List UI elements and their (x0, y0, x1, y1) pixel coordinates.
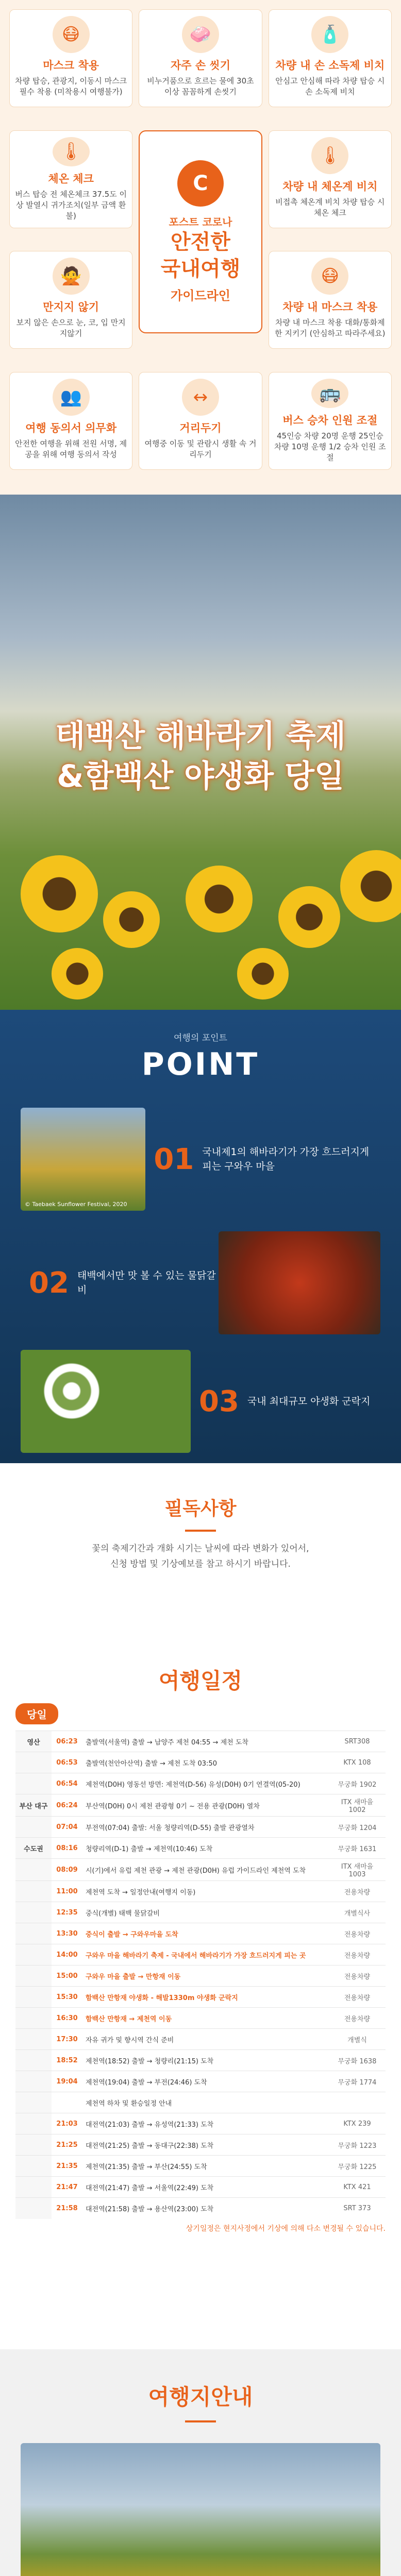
itinerary-vehicle: 무궁화 1225 (329, 2156, 386, 2177)
sunflower-image (21, 855, 98, 933)
itinerary-place (15, 2198, 52, 2219)
gallery-section (0, 2349, 401, 2576)
guideline-line1: 포스트 코로나 (169, 215, 232, 228)
wildflower-photo (21, 1350, 191, 1453)
itinerary-vehicle: ITX 새마을 1002 (329, 1794, 386, 1817)
itinerary-time: 13:30 (52, 1923, 82, 1944)
point-item-1 (21, 1108, 380, 1211)
itinerary-time: 17:30 (52, 2029, 82, 2050)
itinerary-desc: 부전역(07:04) 출발: 서울 청량리역(D-55) 출발 관광열차 (82, 1817, 329, 1838)
itinerary-place (15, 2008, 52, 2029)
itinerary-vehicle: 전용차량 (329, 1923, 386, 1944)
safety-desc: 비누거품으로 흐르는 물에 30초이상 꼼꼼하게 손씻기 (147, 76, 254, 96)
notice-title: 필독사항 (164, 1498, 237, 1519)
divider (185, 1530, 216, 1532)
notice-desc: 신청 방법 및 기상예보를 참고 하시기 바랍니다. (110, 1559, 291, 1569)
guideline-line2a: 안전한 (171, 230, 230, 254)
corona-badge-icon: C (177, 160, 224, 207)
safety-desc: 45인승 차량 20명 운행 25인승 차량 10명 운행 1/2 승차 인원 조절 (274, 431, 386, 462)
itinerary-desc: 부산역(D0H) 0시 제천 관광형 0기 ~ 전용 관광(D0H) 열차 (82, 1794, 329, 1817)
itinerary-place (15, 1817, 52, 1838)
itinerary-desc: 자유 귀가 및 향시역 간식 준비 (82, 2029, 329, 2050)
point-number: 01 (154, 1142, 194, 1176)
point-item-2 (21, 1231, 380, 1334)
sanitizer-icon: 🧴 (311, 16, 348, 53)
itinerary-desc: 대전역(21:03) 출발 → 유성역(21:33) 도착 (82, 2113, 329, 2134)
itinerary-vehicle: 전용차량 (329, 1944, 386, 1965)
itinerary-time: 21:35 (52, 2156, 82, 2177)
safety-title: 체온 체크 (48, 172, 94, 185)
itinerary-time: 08:09 (52, 1859, 82, 1881)
mask-icon: 😷 (311, 258, 348, 295)
itinerary-desc: 제천역(18:52) 출발 → 청량리(21:15) 도착 (82, 2050, 329, 2071)
itinerary-time: 21:47 (52, 2177, 82, 2198)
safety-no-touch (9, 251, 132, 349)
safety-desc: 보지 않은 손으로 눈, 코, 입 만지지않기 (16, 318, 126, 338)
itinerary-time: 06:53 (52, 1752, 82, 1773)
itinerary-vehicle: KTX 421 (329, 2177, 386, 2198)
hero-banner (0, 495, 401, 1010)
itinerary-place (15, 2050, 52, 2071)
itinerary-vehicle: 무궁화 1774 (329, 2071, 386, 2092)
itinerary-time: 06:24 (52, 1794, 82, 1817)
itinerary-vehicle: SRT 373 (329, 2198, 386, 2219)
photo-watermark: © Taebaek Sunflower Festival, 2020 (25, 1201, 127, 1208)
itinerary-row (15, 1752, 386, 1773)
itinerary-vehicle: 전용차량 (329, 1881, 386, 1902)
itinerary-desc: 중식(개별) 태백 물닭갈비 (82, 1902, 329, 1923)
itinerary-vehicle: 무궁화 1902 (329, 1773, 386, 1794)
safety-title: 만지지 않기 (43, 301, 99, 313)
itinerary-row (15, 2177, 386, 2198)
itinerary-row (15, 2029, 386, 2050)
guideline-line3: 가이드라인 (171, 288, 230, 303)
safety-mask (9, 9, 132, 107)
group-icon: 👥 (53, 379, 90, 416)
guideline-line2b: 국내여행 (160, 257, 241, 281)
itinerary-place (15, 2092, 52, 2113)
itinerary-place (15, 1859, 52, 1881)
distance-icon: ↔ (182, 379, 219, 416)
guideline-card (139, 130, 262, 333)
itinerary-row (15, 2092, 386, 2113)
itinerary-time: 21:58 (52, 2198, 82, 2219)
safety-desc: 여행중 이동 및 관람시 생활 속 거리두기 (144, 438, 257, 459)
itinerary-desc: 구와우 마을 해바라기 축제 - 국내에서 해바라기가 가장 흐드러지게 피는 곳 (82, 1944, 329, 1965)
itinerary-place (15, 1752, 52, 1773)
itinerary-row (15, 1838, 386, 1859)
itinerary-desc: 제천역 도착 → 일정안내(여행지 이동) (82, 1881, 329, 1902)
safety-desc: 안심고 안심해 따라 차량 탑승 시 손 소독제 비치 (275, 76, 385, 96)
itinerary-place (15, 2177, 52, 2198)
itinerary-time: 14:00 (52, 1944, 82, 1965)
point-number: 03 (199, 1384, 239, 1418)
point-desc: 국내제1의 해바라기가 가장 흐드러지게 피는 구와우 마을 (202, 1146, 370, 1172)
itinerary-desc: 출발역(천안아산역) 출발 → 제천 도착 03:50 (82, 1752, 329, 1773)
itinerary-time (52, 2092, 82, 2113)
itinerary-row (15, 1859, 386, 1881)
itinerary-vehicle: 개별식사 (329, 1902, 386, 1923)
safety-title: 여행 동의서 의무화 (25, 421, 117, 434)
itinerary-vehicle: KTX 108 (329, 1752, 386, 1773)
sunflower-image (340, 850, 401, 922)
itinerary-vehicle: 전용차량 (329, 1987, 386, 2008)
itinerary-vehicle: 무궁화 1638 (329, 2050, 386, 2071)
bus-icon: 🚌 (311, 379, 348, 408)
itinerary-row (15, 2156, 386, 2177)
itinerary-place: 부산 대구 (15, 1794, 52, 1817)
itinerary-vehicle: ITX 새마을 1003 (329, 1859, 386, 1881)
itinerary-row (15, 1881, 386, 1902)
divider (185, 2420, 216, 2422)
itinerary-row (15, 2008, 386, 2029)
itinerary-note: 상기일정은 현지사정에서 기상에 의해 다소 변경될 수 있습니다. (186, 2224, 386, 2233)
itinerary-title: 여행일정 (158, 1668, 243, 1693)
itinerary-time: 08:16 (52, 1838, 82, 1859)
sunflower-image (186, 866, 253, 933)
itinerary-time: 19:04 (52, 2071, 82, 2092)
safety-title: 버스 승차 인원 조절 (282, 414, 378, 427)
itinerary-place (15, 1773, 52, 1794)
itinerary-place: 수도권 (15, 1838, 52, 1859)
itinerary-place (15, 1902, 52, 1923)
itinerary-desc: 대전역(21:47) 출발 → 서울역(22:49) 도착 (82, 2177, 329, 2198)
itinerary-desc: 제천역(D0H) 영동선 방면: 제천역(D-56) 유성(D0H) 0기 연결역(05-20) (82, 1773, 329, 1794)
itinerary-vehicle (329, 2092, 386, 2113)
dakgalbi-photo (219, 1231, 380, 1334)
safety-temp-check (9, 130, 132, 228)
point-number: 02 (29, 1266, 69, 1300)
itinerary-section (0, 1659, 401, 2349)
itinerary-row (15, 1965, 386, 1987)
itinerary-row (15, 1817, 386, 1838)
itinerary-place (15, 2156, 52, 2177)
safety-thermometer (269, 130, 392, 228)
point-subtitle: 여행의 포인트 (174, 1033, 227, 1043)
itinerary-table (15, 1731, 386, 2219)
itinerary-place (15, 2071, 52, 2092)
itinerary-time: 07:04 (52, 1817, 82, 1838)
itinerary-desc: 함백산 만항재 → 제천역 이동 (82, 2008, 329, 2029)
itinerary-vehicle: 전용차량 (329, 2008, 386, 2029)
itinerary-row (15, 1731, 386, 1752)
itinerary-row (15, 2198, 386, 2219)
safety-desc: 버스 탑승 전 체온체크 37.5도 이상 발열시 귀가조치(일부 금액 환불) (15, 189, 127, 221)
sunflower-image (278, 886, 340, 948)
safety-desc: 차량 탑승, 관광지, 이동시 마스크 필수 착용 (미착용시 여행불가) (15, 76, 127, 96)
itinerary-time: 06:23 (52, 1731, 82, 1752)
hero-title-line2: &함백산 야생화 당일 (57, 758, 344, 794)
itinerary-time: 18:52 (52, 2050, 82, 2071)
itinerary-time: 21:25 (52, 2134, 82, 2156)
itinerary-time: 15:00 (52, 1965, 82, 1987)
safety-title: 거리두기 (179, 421, 222, 434)
safety-handwash (139, 9, 262, 107)
itinerary-row (15, 1944, 386, 1965)
face-icon: 🙅 (53, 258, 90, 295)
itinerary-desc: 제천역(21:35) 출발 → 부산(24:55) 도착 (82, 2156, 329, 2177)
itinerary-row (15, 2134, 386, 2156)
itinerary-time: 21:03 (52, 2113, 82, 2134)
itinerary-place: 영산 (15, 1731, 52, 1752)
itinerary-vehicle: 무궁화 1223 (329, 2134, 386, 2156)
safety-title: 자주 손 씻기 (170, 59, 231, 72)
handwash-icon: 🧼 (182, 16, 219, 53)
itinerary-place (15, 1944, 52, 1965)
itinerary-desc: 구와우 마을 출발 → 만항재 이동 (82, 1965, 329, 1987)
itinerary-row (15, 2050, 386, 2071)
itinerary-vehicle: 무궁화 1204 (329, 1817, 386, 1838)
day-badge: 당일 (15, 1703, 58, 1724)
thermometer-icon: 🌡 (53, 137, 90, 166)
safety-vehicle-mask (269, 251, 392, 349)
safety-desc: 안전한 여행을 위해 전원 서명, 제공을 위해 여행 동의서 작성 (15, 438, 127, 459)
itinerary-vehicle: KTX 239 (329, 2113, 386, 2134)
point-desc: 태백에서만 맛 볼 수 있는 물닭갈비 (77, 1270, 216, 1296)
notice-section (0, 1463, 401, 1659)
safety-title: 차량 내 체온계 비치 (282, 180, 378, 193)
safety-guide (0, 0, 401, 495)
itinerary-place (15, 2134, 52, 2156)
itinerary-desc: 청량리역(D-1) 출발 → 제천역(10:46) 도착 (82, 1838, 329, 1859)
itinerary-vehicle: SRT308 (329, 1731, 386, 1752)
itinerary-time: 06:54 (52, 1773, 82, 1794)
itinerary-desc: 출발역(서울역) 출발 → 남양주 제천 04:55 → 제천 도착 (82, 1731, 329, 1752)
safety-bus-capacity (269, 372, 392, 470)
mask-icon: 😷 (53, 16, 90, 53)
safety-desc: 비접촉 체온계 비치 차량 탑승 시 체온 체크 (275, 197, 385, 217)
itinerary-row (15, 2071, 386, 2092)
itinerary-desc: 중식이 출발 → 구와우마을 도착 (82, 1923, 329, 1944)
itinerary-place (15, 2029, 52, 2050)
itinerary-time: 12:35 (52, 1902, 82, 1923)
safety-title: 차량 내 마스크 착용 (282, 301, 378, 313)
itinerary-desc: 대전역(21:25) 출발 → 동대구(22:38) 도착 (82, 2134, 329, 2156)
point-item-3 (21, 1350, 380, 1453)
itinerary-desc: 함백산 만항재 야생화 - 해발1330m 야생화 군락지 (82, 1987, 329, 2008)
itinerary-row (15, 1923, 386, 1944)
hero-title-line1: 태백산 해바라기 축제 (55, 718, 346, 754)
itinerary-row (15, 1987, 386, 2008)
sunflower-photo (21, 1108, 145, 1211)
itinerary-desc: 제천역(19:04) 출발 → 부전(24:46) 도착 (82, 2071, 329, 2092)
itinerary-place (15, 1881, 52, 1902)
hero-title (0, 716, 401, 796)
safety-distance (139, 372, 262, 470)
itinerary-vehicle: 전용차량 (329, 1965, 386, 1987)
itinerary-vehicle: 무궁화 1631 (329, 1838, 386, 1859)
sunflower-image (103, 891, 160, 948)
safety-title: 마스크 착용 (43, 59, 99, 72)
sunflower-gallery-image (21, 2443, 380, 2576)
itinerary-row (15, 1794, 386, 1817)
thermometer-icon: 🌡 (311, 137, 348, 174)
safety-title: 차량 내 손 소독제 비치 (275, 59, 385, 72)
gallery-title: 여행지안내 (148, 2384, 253, 2410)
itinerary-time: 15:30 (52, 1987, 82, 2008)
itinerary-place (15, 1987, 52, 2008)
itinerary-desc: 시(기)에서 유럽 제천 관광 → 제천 관광(D0H) 유럽 가이드라인 제천역 도착 (82, 1859, 329, 1881)
itinerary-place (15, 1923, 52, 1944)
itinerary-row (15, 1902, 386, 1923)
sunflower-image (52, 948, 103, 999)
itinerary-desc: 대전역(21:58) 출발 → 용산역(23:00) 도착 (82, 2198, 329, 2219)
itinerary-place (15, 2113, 52, 2134)
safety-consent (9, 372, 132, 470)
sunflower-image (237, 948, 289, 999)
point-desc: 국내 최대규모 야생화 군락지 (247, 1396, 371, 1407)
itinerary-time: 16:30 (52, 2008, 82, 2029)
itinerary-vehicle: 개별식 (329, 2029, 386, 2050)
point-section (0, 1010, 401, 1463)
itinerary-place (15, 1965, 52, 1987)
notice-desc: 꽃의 축제기간과 개화 시기는 날씨에 따라 변화가 있어서, (92, 1544, 309, 1554)
safety-sanitizer (269, 9, 392, 107)
itinerary-row (15, 1773, 386, 1794)
itinerary-time: 11:00 (52, 1881, 82, 1902)
itinerary-row (15, 2113, 386, 2134)
safety-desc: 차량 내 마스크 착용 대화/통화제한 지키기 (안심하고 따라주세요) (275, 318, 386, 338)
itinerary-desc: 제천역 하차 및 환승일정 안내 (82, 2092, 329, 2113)
point-title: POINT (141, 1046, 260, 1082)
